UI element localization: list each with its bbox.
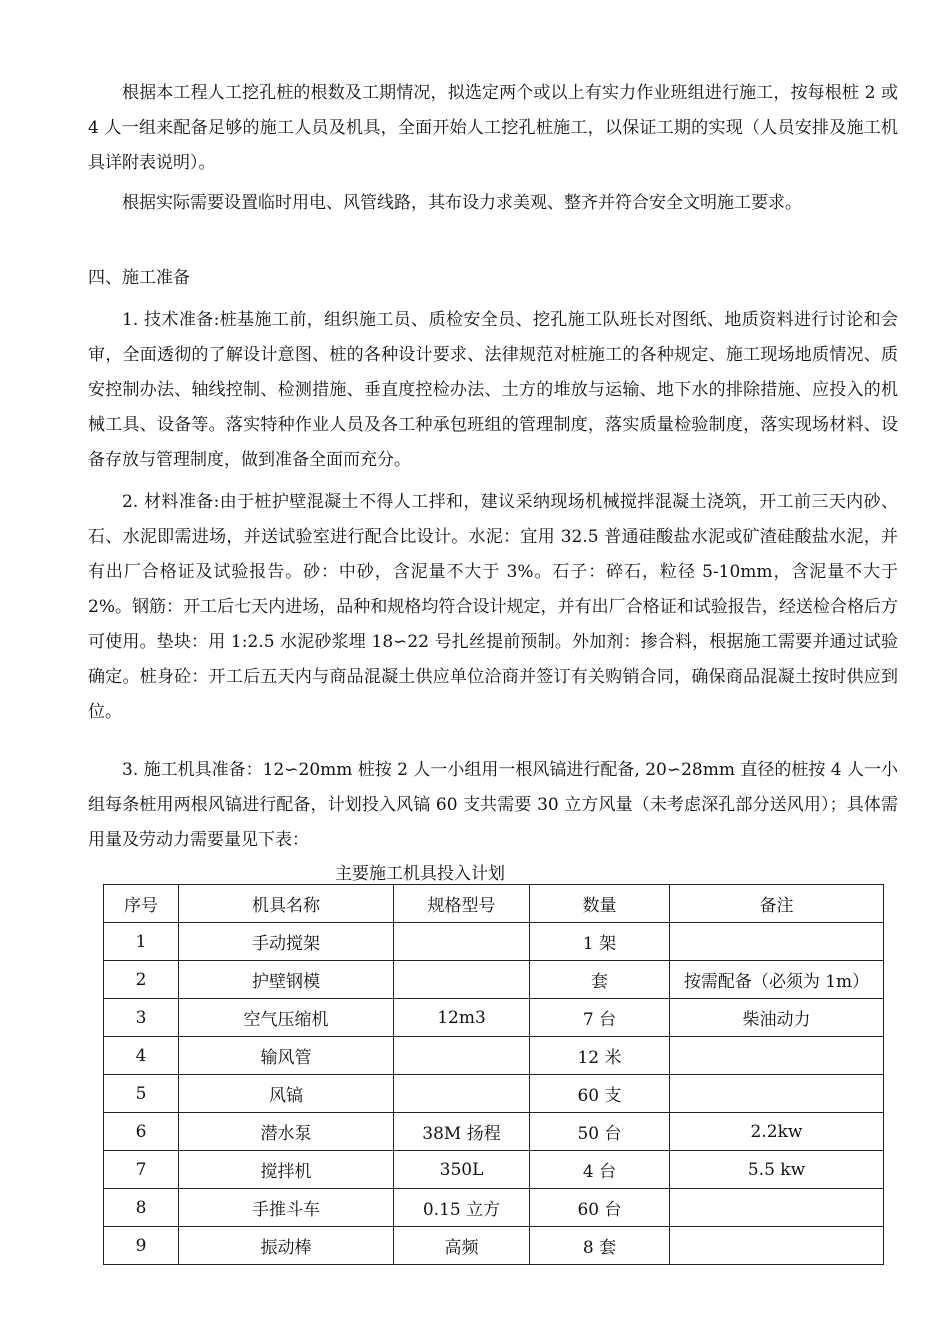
page-crop-mask	[100, 1266, 890, 1344]
cell-quantity: 12 米	[530, 1037, 670, 1075]
cell-spec-model	[394, 923, 530, 961]
table-row	[104, 1227, 884, 1265]
cell-remarks: 2.2kw	[670, 1113, 884, 1151]
header-spec-model: 规格型号	[394, 885, 530, 923]
header-equipment-name: 机具名称	[179, 885, 394, 923]
cell-quantity: 60 支	[530, 1075, 670, 1113]
cell-spec-model: 12m3	[394, 999, 530, 1037]
cell-remarks: 柴油动力	[670, 999, 884, 1037]
paragraph-equipment-preparation: 3. 施工机具准备：12∽20mm 桩按 2 人一小组用一根风镐进行配备, 20∽28mm 直径的桩按 4 人一小组每条桩用两根风镐进行配备，计划投入风镐 60 支共需要 30 立方风量（未考虑深孔部分送风用）；具体需用量及劳动力需要量见下表：	[88, 760, 898, 850]
cell-remarks	[670, 1037, 884, 1075]
cell-quantity: 1 架	[530, 923, 670, 961]
cell-index: 3	[104, 999, 179, 1037]
cell-index: 4	[104, 1037, 179, 1075]
cell-spec-model	[394, 1075, 530, 1113]
cell-spec-model	[394, 961, 530, 999]
cell-equipment-name: 手推斗车	[179, 1189, 394, 1227]
paragraph-crew-arrangement: 根据本工程人工挖孔桩的根数及工期情况，拟选定两个或以上有实力作业班组进行施工，按每根桩 2 或 4 人一组来配备足够的施工人员及机具，全面开始人工挖孔桩施工，以保证工期的实现（人员安排及施工机具详附表说明）。	[88, 83, 898, 173]
equipment-table	[103, 884, 884, 1265]
cell-equipment-name: 护壁钢模	[179, 961, 394, 999]
cell-index: 7	[104, 1151, 179, 1189]
cell-equipment-name: 手动搅架	[179, 923, 394, 961]
cell-remarks	[670, 1075, 884, 1113]
table-row	[104, 1113, 884, 1151]
header-quantity: 数量	[530, 885, 670, 923]
cell-quantity: 套	[530, 961, 670, 999]
cell-equipment-name: 振动棒	[179, 1227, 394, 1265]
cell-spec-model: 0.15 立方	[394, 1189, 530, 1227]
cell-index: 8	[104, 1189, 179, 1227]
cell-index: 6	[104, 1113, 179, 1151]
paragraph-technical-preparation: 1. 技术准备:桩基施工前，组织施工员、质检安全员、挖孔施工队班长对图纸、地质资料进行讨论和会审，全面透彻的了解设计意图、桩的各种设计要求、法律规范对桩施工的各种规定、施工现场地质情况、质安控制办法、轴线控制、检测措施、垂直度控检办法、土方的堆放与运输、地下水的排除措施、应投入的机械工具、设备等。落实特种作业人员及各工种承包班组的管理制度，落实质量检验制度，落实现场材料、设备存放与管理制度，做到准备全面而充分。	[88, 310, 898, 470]
section-heading: 四、施工准备	[88, 268, 190, 288]
header-remarks: 备注	[670, 885, 884, 923]
cell-index: 2	[104, 961, 179, 999]
cell-spec-model: 38M 扬程	[394, 1113, 530, 1151]
cell-index: 1	[104, 923, 179, 961]
cell-remarks	[670, 1227, 884, 1265]
paragraph-temporary-power: 根据实际需要设置临时用电、风管线路，其布设力求美观、整齐并符合安全文明施工要求。	[122, 193, 802, 213]
cell-equipment-name: 搅拌机	[179, 1151, 394, 1189]
table-row	[104, 999, 884, 1037]
cell-quantity: 8 套	[530, 1227, 670, 1265]
cell-remarks	[670, 923, 884, 961]
cell-quantity: 7 台	[530, 999, 670, 1037]
cell-remarks: 5.5 kw	[670, 1151, 884, 1189]
table-row	[104, 923, 884, 961]
cell-equipment-name: 输风管	[179, 1037, 394, 1075]
table-header-row	[104, 885, 884, 923]
table-title: 主要施工机具投入计划	[335, 864, 505, 884]
cell-index: 9	[104, 1227, 179, 1265]
cell-index: 5	[104, 1075, 179, 1113]
table-row	[104, 1151, 884, 1189]
cell-spec-model	[394, 1037, 530, 1075]
header-index: 序号	[104, 885, 179, 923]
cell-equipment-name: 空气压缩机	[179, 999, 394, 1037]
table-row	[104, 1037, 884, 1075]
cell-spec-model: 高频	[394, 1227, 530, 1265]
table-row	[104, 1075, 884, 1113]
cell-remarks: 按需配备（必须为 1m）	[670, 961, 884, 999]
cell-quantity: 50 台	[530, 1113, 670, 1151]
paragraph-material-preparation: 2. 材料准备:由于桩护壁混凝土不得人工拌和，建议采纳现场机械搅拌混凝土浇筑，开工前三天内砂、石、水泥即需进场，并送试验室进行配合比设计。水泥：宜用 32.5 普通硅酸盐水泥或矿渣硅酸盐水泥，并有出厂合格证及试验报告。砂：中砂，含泥量不大于 3%。石子：碎石，粒径 5-10mm，含泥量不大于 2%。钢筋：开工后七天内进场，品种和规格均符合设计规定，并有出厂合格证和试验报告，经送检合格后方可使用。垫块：用 1:2.5 水泥砂浆埋 18∽22 号扎丝提前预制。外加剂：掺合料，根据施工需要并通过试验确定。桩身砼：开工后五天内与商品混凝土供应单位洽商并签订有关购销合同，确保商品混凝土按时供应到位。	[88, 492, 898, 722]
cell-spec-model: 350L	[394, 1151, 530, 1189]
cell-equipment-name: 风镐	[179, 1075, 394, 1113]
cell-quantity: 60 台	[530, 1189, 670, 1227]
cell-remarks	[670, 1189, 884, 1227]
table-row	[104, 961, 884, 999]
cell-equipment-name: 潜水泵	[179, 1113, 394, 1151]
cell-quantity: 4 台	[530, 1151, 670, 1189]
table-row	[104, 1189, 884, 1227]
